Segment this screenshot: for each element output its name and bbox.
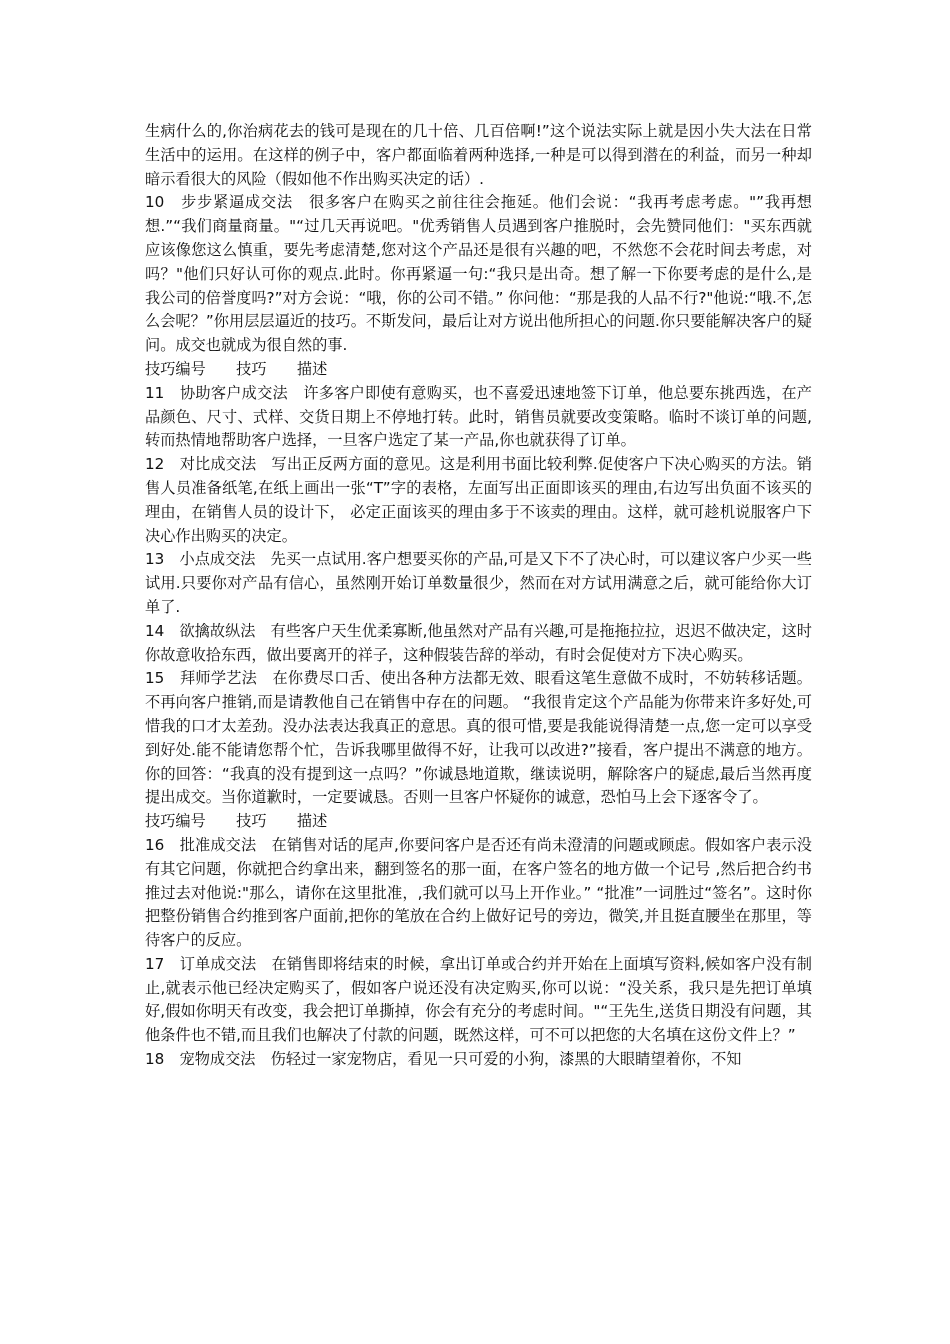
paragraph: 14 欲擒故纵法 有些客户天生优柔寡断,他虽然对产品有兴趣,可是拖拖拉拉，迟迟不做决定，这时你故意收拾东西，做出要离开的祥子，这种假装告辞的举动，有时会促使对方下决心购买。 — [145, 621, 812, 664]
paragraph: 13 小点成交法 先买一点试用.客户想要买你的产品,可是又下不了决心时，可以建议客户少买一些试用.只要你对产品有信心，虽然刚开始订单数量很少，然而在对方试用满意之后，就可能给你大订单了. — [145, 550, 812, 616]
paragraph: 10 步步紧逼成交法 很多客户在购买之前往往会拖延。他们会说：“我再考虑考虑。"”我再想想.”“我们商量商量。"“过几天再说吧。"优秀销售人员遇到客户推脱时，会先赞同他们："买东西就应该像您这么慎重，要先考虑清楚,您对这个产品还是很有兴趣的吧，不然您不会花时间去考虑，对吗？"他们只好认可你的观点.此时。你再紧逼一句:“我只是出奇。想了解一下你要考虑的是什么,是我公司的倍誉度吗?”对方会说：“哦，你的公司不错。” 你问他：“那是我的人品不行?"他说:“哦.不,怎么会呢？”你用层层逼近的技巧。不斯发问，最后让对方说出他所担心的问题.你只要能解决客户的疑问。成交也就成为很自然的事. — [145, 193, 812, 355]
table-header-row: 技巧编号 技巧 描述 — [145, 812, 328, 831]
table-header-row: 技巧编号 技巧 描述 — [145, 359, 328, 378]
paragraph: 15 拜师学艺法 在你费尽口舌、使出各种方法都无效、眼看这笔生意做不成时，不妨转移话题。不再向客户推销,而是请教他自己在销售中存在的问题。 “我很肯定这个产品能为你带来许多好处,可惜我的口才太差劲。没办法表达我真正的意思。真的很可惜,要是我能说得清楚一点,您一定可以享受到好处.能不能请您帮个忙，告诉我哪里做得不好，让我可以改进?”接看，客户提出不满意的地方。你的回答：“我真的没有提到这一点吗？”你诚恳地道欺，继读说明，解除客户的疑虑,最后当然再度提出成交。当你道歉时，一定要诚恳。否则一旦客户怀疑你的诚意，恐怕马上会下逐客令了。 — [145, 669, 812, 807]
paragraph: 生病什么的,你治病花去的钱可是现在的几十倍、几百倍啊!”这个说法实际上就是因小失大法在日常生活中的运用。在这样的例子中，客户都面临着两种选择,一种是可以得到潜在的利益，而另一种却暗示看很大的风险（假如他不作出购买决定的话）. — [145, 122, 812, 188]
paragraph: 11 协助客户成交法 许多客户即使有意购买，也不喜爱迅速地签下订单，他总要东挑西选，在产品颜色、尺寸、式样、交货日期上不停地打转。此时，销售员就要改变策略。临时不谈订单的问题,转而热情地帮助客户选择，一旦客户选定了某一产品,你也就获得了订单。 — [145, 383, 812, 450]
paragraph: 16 批准成交法 在销售对话的尾声,你要问客户是否还有尚未澄清的问题或顾虑。假如客户表示没有其它问题，你就把合约拿出来，翻到签名的那一面，在客户签名的地方做一个记号 ,然后把合约书推过去对他说:"那么，请你在这里批准，,我们就可以马上开作业。” “批准”一词胜过“签名”。这时你把整份销售合约推到客户面前,把你的笔放在合约上做好记号的旁边，微笑,并且挺直腰坐在那里，等待客户的反应。 — [145, 835, 812, 950]
paragraph: 12 对比成交法 写出正反两方面的意见。这是利用书面比较利弊.促使客户下决心购买的方法。销售人员准备纸笔,在纸上画出一张“T”字的表格，左面写出正面即该买的理由,右边写出负面不该买的理由，在销售人员的设计下， 必定正面该买的理由多于不该卖的理由。这样，就可趁机说服客户下决心作出购买的决定。 — [145, 455, 812, 545]
document-body — [145, 120, 812, 1072]
paragraph: 18 宠物成交法 伤轻过一家宠物店，看见一只可爱的小狗，漆黑的大眼睛望着你，不知 — [145, 1050, 742, 1069]
paragraph: 17 订单成交法 在销售即将结束的时候，拿出订单或合约并开始在上面填写资料,候如客户没有制止,就表示他已经决定购买了，假如客户说还没有决定购买,你可以说：“没关系，我只是先把订单填好,假如你明天有改变，我会把订单撕掉，你会有充分的考虑时间。"“王先生,送货日期没有问题，其他条件也不错,而且我们也解决了付款的问题，既然这样，可不可以把您的大名填在这份文件上？” — [145, 954, 812, 1045]
